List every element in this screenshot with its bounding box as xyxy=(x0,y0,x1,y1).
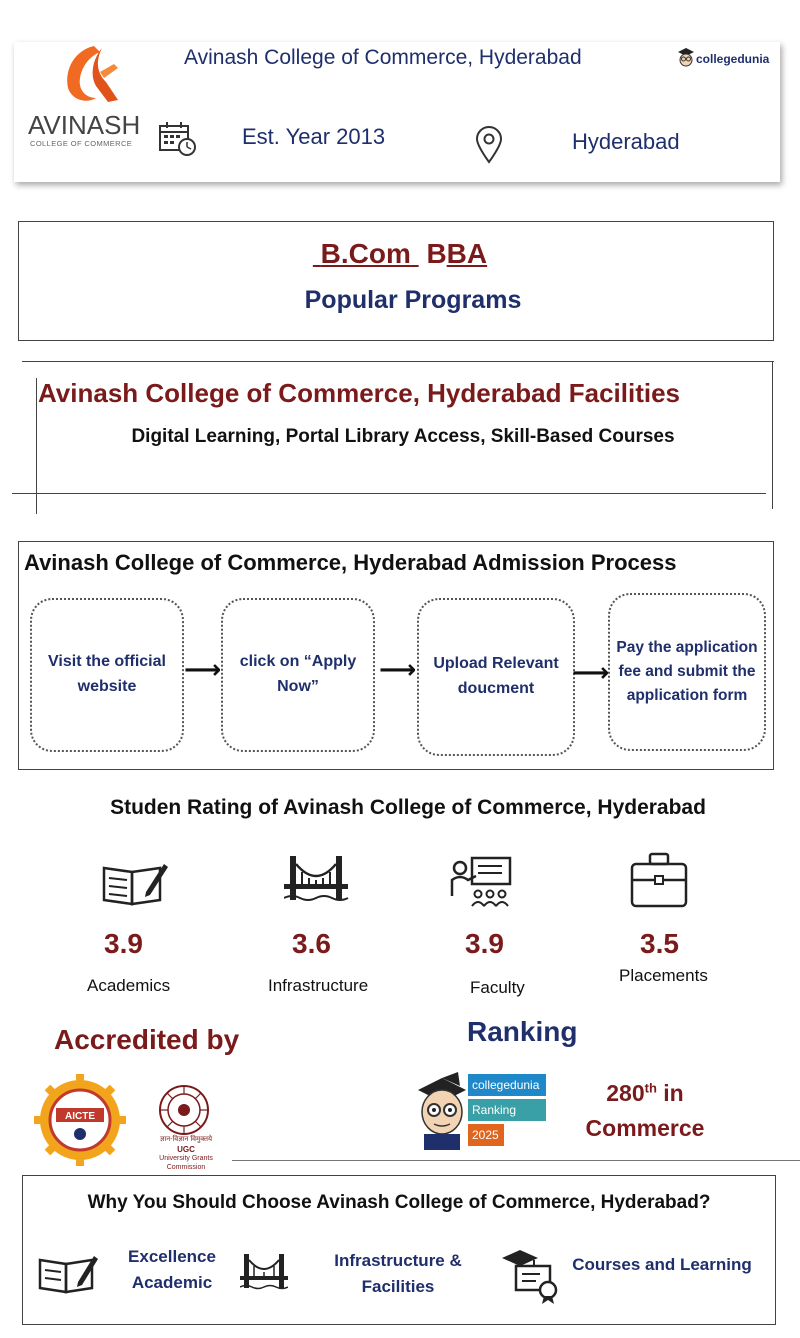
divider-line xyxy=(232,1160,800,1161)
briefcase-icon xyxy=(628,850,690,910)
ugc-caption: ज्ञान-विज्ञान विमुक्तये UGC University Grants Commission xyxy=(159,1136,213,1171)
program-bcom[interactable]: B.Com xyxy=(320,238,411,269)
location-city: Hyderabad xyxy=(572,129,680,154)
aicte-seal-icon xyxy=(34,1074,126,1166)
why-item-academic: Excellence Academic xyxy=(128,1247,216,1293)
rating-label-faculty: Faculty xyxy=(470,978,525,997)
why-choose-title: Why You Should Choose Avinash College of Commerce, Hyderabad? xyxy=(87,1192,711,1213)
arrow-right-icon: ⟶ xyxy=(379,654,417,684)
college-name: Avinash College of Commerce, Hyderabad xyxy=(184,46,582,69)
rating-value-placements: 3.5 xyxy=(640,928,679,959)
rating-label-infrastructure: Infrastructure xyxy=(268,976,369,995)
why-item-courses: Courses and Learning xyxy=(572,1255,752,1274)
rating-label-academics: Academics xyxy=(87,976,171,995)
book-pen-icon xyxy=(38,1252,98,1294)
program-bba[interactable]: BBA xyxy=(426,238,488,269)
rating-value-academics: 3.9 xyxy=(104,928,143,959)
facilities-border-bottom xyxy=(12,493,766,494)
arrow-right-icon: ⟶ xyxy=(572,657,610,687)
collegedunia-mascot-icon xyxy=(414,1072,470,1152)
facilities-title: Avinash College of Commerce, Hyderabad Facilities xyxy=(38,378,681,408)
calendar-icon xyxy=(158,120,198,158)
facilities-border-top xyxy=(22,361,774,362)
why-item-infrastructure: Infrastructure & Facilities xyxy=(334,1251,462,1297)
avinash-logo-icon xyxy=(56,42,126,106)
ranking-value: 280th in Commerce xyxy=(585,1080,705,1141)
ranking-title: Ranking xyxy=(467,1016,578,1047)
arrow-right-icon: ⟶ xyxy=(184,654,222,684)
rating-value-infrastructure: 3.6 xyxy=(292,928,331,959)
badge-line-ranking: Ranking xyxy=(468,1099,546,1121)
ugc-emblem-icon xyxy=(156,1082,212,1138)
aicte-seal-label: AICTE xyxy=(65,1111,95,1122)
popular-programs-caption: Popular Programs xyxy=(304,286,522,314)
location-pin-icon xyxy=(474,126,504,164)
certificate-icon xyxy=(500,1248,562,1304)
collegedunia-mascot-icon xyxy=(676,46,696,70)
admission-step-3: Upload Relevant doucment xyxy=(417,598,575,756)
bridge-icon xyxy=(284,854,350,906)
established-year: Est. Year 2013 xyxy=(242,124,386,149)
admission-title: Avinash College of Commerce, Hyderabad Admission Process xyxy=(24,550,677,575)
rating-title: Studen Rating of Avinash College of Commerce, Hyderabad xyxy=(110,796,706,819)
logo-wordmark: AVINASH xyxy=(28,110,141,140)
badge-line-brand: collegedunia xyxy=(468,1074,546,1096)
teacher-icon xyxy=(448,856,514,908)
bridge-icon xyxy=(240,1252,288,1292)
badge-line-year: 2025 xyxy=(468,1124,504,1146)
rating-label-placements: Placements xyxy=(619,966,708,985)
rating-value-faculty: 3.9 xyxy=(465,928,504,959)
facilities-list: Digital Learning, Portal Library Access, Skill-Based Courses xyxy=(131,426,675,447)
book-pen-icon xyxy=(100,858,170,908)
programs-list xyxy=(0,238,800,270)
accredited-title: Accredited by xyxy=(54,1024,240,1055)
admission-step-2[interactable]: click on “Apply Now” xyxy=(221,598,375,752)
admission-step-1: Visit the official website xyxy=(30,598,184,752)
admission-step-4: Pay the application fee and submit the application form xyxy=(608,593,766,751)
collegedunia-brand: collegedunia xyxy=(696,52,770,66)
ranking-badge xyxy=(468,1074,546,1149)
logo-subtitle: COLLEGE OF COMMERCE xyxy=(30,139,133,148)
